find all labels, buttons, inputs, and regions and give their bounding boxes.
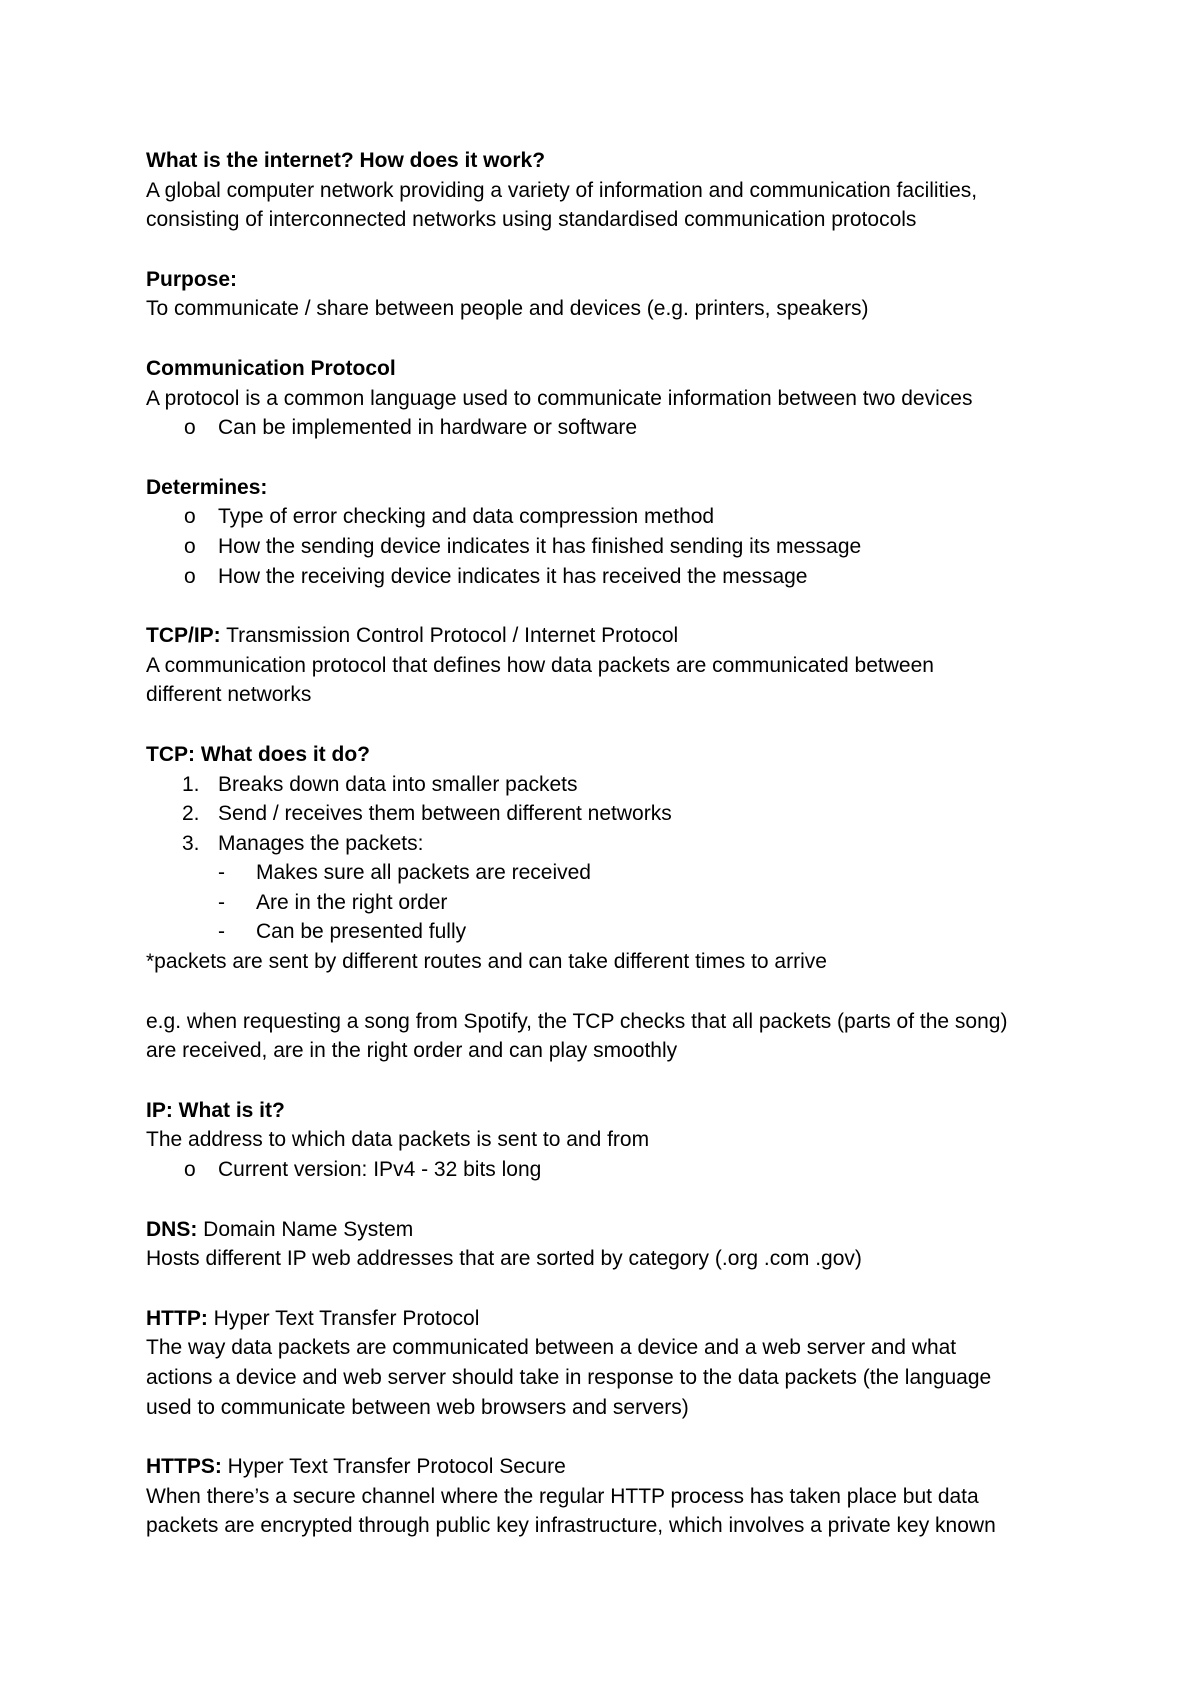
numbered-item <box>146 799 1086 829</box>
list-item <box>146 502 1086 532</box>
list-item <box>146 413 1086 443</box>
dash-item-text: Can be presented fully <box>256 920 467 944</box>
paragraph-line: e.g. when requesting a song from Spotify, the TCP checks that all packets (parts of the song) <box>146 1009 1008 1033</box>
list-item-text: How the sending device indicates it has finished sending its message <box>218 534 862 558</box>
term-definition <box>146 1215 1086 1245</box>
bullet-marker: o <box>184 416 196 440</box>
paragraph-line: are received, are in the right order and can play smoothly <box>146 1039 678 1063</box>
bullet-marker: o <box>184 564 196 588</box>
numbered-item-text: Breaks down data into smaller packets <box>218 772 578 796</box>
heading-tcp: TCP: What does it do? <box>146 742 370 766</box>
heading-determines: Determines: <box>146 475 268 499</box>
term-definition <box>146 1304 1086 1334</box>
paragraph-line: different networks <box>146 683 312 707</box>
dash-item <box>146 888 1086 918</box>
heading-purpose: Purpose: <box>146 267 238 291</box>
footnote: *packets are sent by different routes and can take different times to arrive <box>146 950 827 974</box>
spacer <box>146 1422 1086 1452</box>
spacer <box>146 1066 1086 1096</box>
bullet-marker: o <box>184 505 196 529</box>
term-label: TCP/IP: <box>146 624 221 648</box>
dash-marker: - <box>218 920 225 944</box>
heading-ip: IP: What is it? <box>146 1098 285 1122</box>
paragraph-line: used to communicate between web browsers and servers) <box>146 1395 689 1419</box>
spacer <box>146 1185 1086 1215</box>
spacer <box>146 1274 1086 1304</box>
numbered-item-text: Manages the packets: <box>218 831 424 855</box>
number-marker: 1. <box>182 772 200 796</box>
paragraph-line: The way data packets are communicated between a device and a web server and what <box>146 1336 957 1360</box>
spacer <box>146 235 1086 265</box>
numbered-item <box>146 770 1086 800</box>
spacer <box>146 443 1086 473</box>
term-expansion: Transmission Control Protocol / Internet Protocol <box>220 624 679 648</box>
term-expansion: Domain Name System <box>197 1217 414 1241</box>
paragraph-line: When there’s a secure channel where the regular HTTP process has taken place but data <box>146 1484 979 1508</box>
dash-item <box>146 858 1086 888</box>
spacer <box>146 977 1086 1007</box>
bullet-marker: o <box>184 534 196 558</box>
paragraph-line: The address to which data packets is sent to and from <box>146 1128 650 1152</box>
paragraph-line: A global computer network providing a variety of information and communication facilities, <box>146 178 978 202</box>
spacer <box>146 324 1086 354</box>
list-item <box>146 532 1086 562</box>
term-label: DNS: <box>146 1217 198 1241</box>
term-label: HTTPS: <box>146 1455 222 1479</box>
paragraph-line: Hosts different IP web addresses that are sorted by category (.org .com .gov) <box>146 1247 862 1271</box>
paragraph-line: To communicate / share between people and devices (e.g. printers, speakers) <box>146 297 869 321</box>
list-item <box>146 1155 1086 1185</box>
term-expansion: Hyper Text Transfer Protocol Secure <box>221 1455 566 1479</box>
dash-marker: - <box>218 861 225 885</box>
spacer <box>146 710 1086 740</box>
number-marker: 3. <box>182 831 200 855</box>
paragraph-line: packets are encrypted through public key infrastructure, which involves a private key known <box>146 1514 996 1538</box>
dash-item-text: Are in the right order <box>256 890 448 914</box>
dash-marker: - <box>218 890 225 914</box>
dash-item-text: Makes sure all packets are received <box>256 861 591 885</box>
number-marker: 2. <box>182 802 200 826</box>
term-expansion: Hyper Text Transfer Protocol <box>207 1306 480 1330</box>
numbered-item <box>146 829 1086 859</box>
paragraph-line: actions a device and web server should take in response to the data packets (the language <box>146 1366 992 1389</box>
bullet-marker: o <box>184 1158 196 1182</box>
list-item-text: How the receiving device indicates it has received the message <box>218 564 808 588</box>
term-definition <box>146 621 1086 651</box>
numbered-item-text: Send / receives them between different networks <box>218 802 672 826</box>
list-item-text: Type of error checking and data compression method <box>218 505 715 529</box>
paragraph-line: A communication protocol that defines how data packets are communicated between <box>146 653 934 677</box>
list-item <box>146 562 1086 592</box>
list-item-text: Current version: IPv4 - 32 bits long <box>218 1158 542 1182</box>
paragraph-line: A protocol is a common language used to communicate information between two devices <box>146 386 973 410</box>
paragraph-line: consisting of interconnected networks using standardised communication protocols <box>146 208 917 232</box>
term-definition <box>146 1452 1086 1482</box>
term-label: HTTP: <box>146 1306 208 1330</box>
dash-item <box>146 917 1086 947</box>
heading-communication-protocol: Communication Protocol <box>146 356 396 380</box>
list-item-text: Can be implemented in hardware or software <box>218 416 638 440</box>
spacer <box>146 591 1086 621</box>
heading-what-is-internet: What is the internet? How does it work? <box>146 149 546 172</box>
document-page <box>146 146 1086 1541</box>
